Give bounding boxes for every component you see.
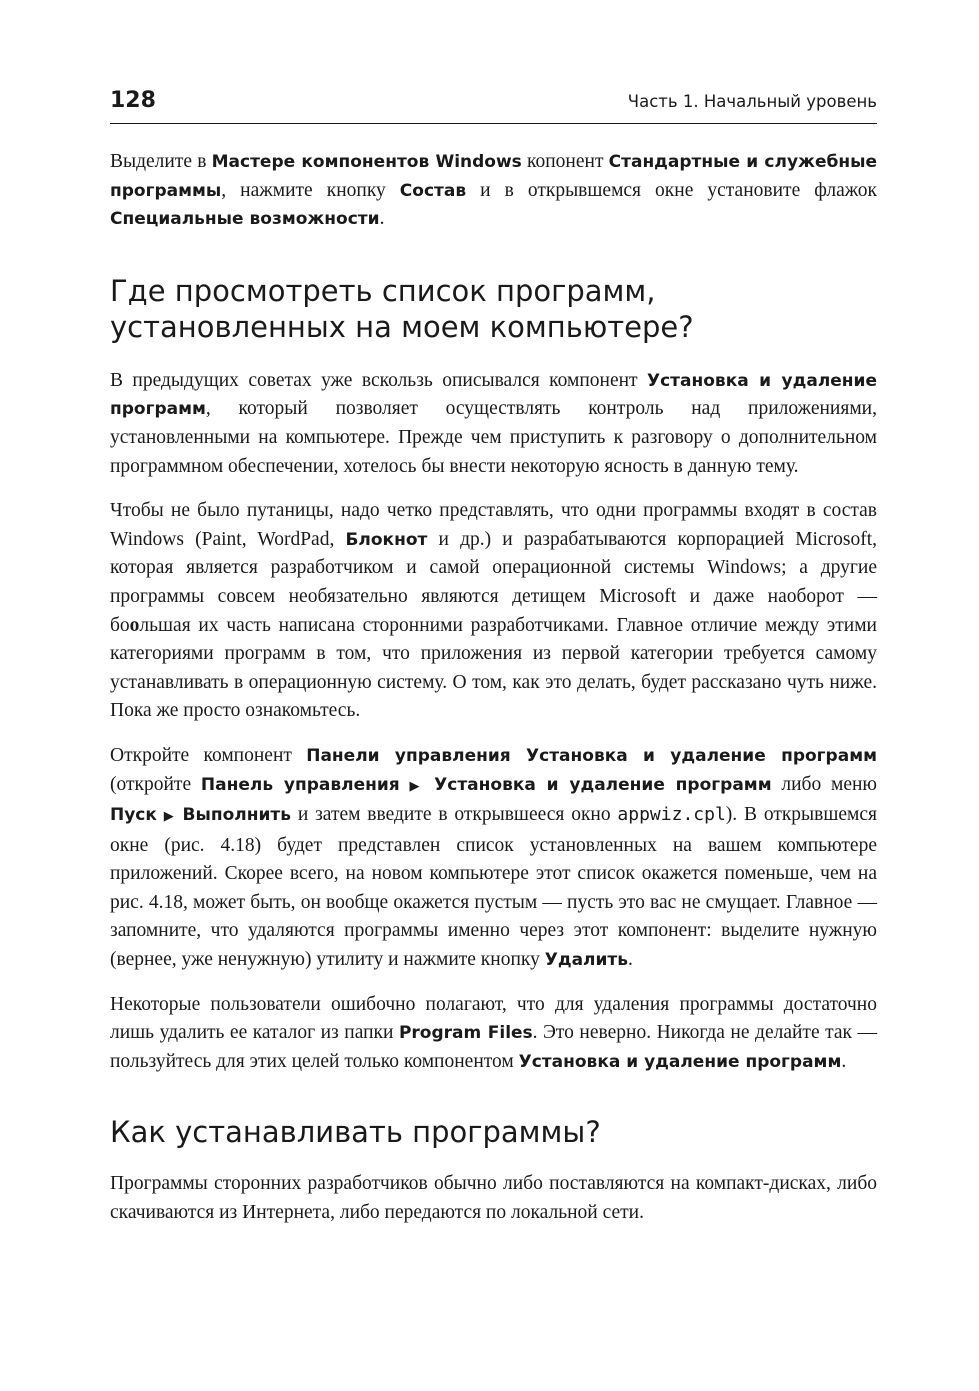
bold-term: Мастере компонентов Windows <box>211 152 522 172</box>
bold-term: Блокнот <box>345 529 428 550</box>
command-code: appwiz.cpl <box>617 804 726 826</box>
text-run: , нажмите кнопку <box>221 179 400 201</box>
text-run: и др.) и разрабатываются корпорацией Microsoft, которая является разработчиком и самой операционной системы Windows; а другие программы совсем необязательно являются детищем Microsoft и даже наоборот — бо <box>110 528 877 636</box>
bold-term: Удалить <box>544 950 629 971</box>
intro-paragraph <box>110 148 877 234</box>
body-paragraph <box>110 367 877 481</box>
body-paragraph <box>110 991 877 1077</box>
bold-term: Установка и удаление программ <box>518 1051 842 1072</box>
body-paragraph <box>110 497 877 726</box>
section-heading: Где просмотреть список программ, установленных на моем компьютере? <box>110 273 694 344</box>
running-title: Часть 1. Начальный уровень <box>627 92 877 111</box>
page-number: 128 <box>110 88 156 113</box>
text-run: Некоторые пользователи ошибочно полагают, что для удаления программы достаточно лишь удалить ее каталог из папки <box>110 993 877 1044</box>
text-run: ). В открывшемся окне (рис. 4.18) будет представлен список установленных на вашем компьютере приложений. Скорее всего, на новом компьютере этот список окажется поменьше, чем на рис. 4.18, может быть, он вообще окажется пустым — пусть это вас не смущает. Главное — запомните, что удаляются программы именно через этот компонент: выделите нужную (вернее, уже ненужную) утилиту и нажмите кнопку <box>110 804 878 971</box>
body-paragraph: Программы сторонних разработчиков обычно либо поставляются на компакт-дисках, либо скачиваются из Интернета, либо передаются по локальной сети. <box>110 1173 877 1224</box>
text-run: В предыдущих советах уже вскользь описывался компонент <box>110 369 647 391</box>
bold-term: Стандартные и служебные программы <box>110 152 877 201</box>
bold-term: Установка и удаление программ <box>434 774 772 795</box>
menu-arrow-icon: ▶ <box>409 778 425 794</box>
bold-term: Панель управления <box>200 774 400 795</box>
bold-term: Выполнить <box>182 805 292 826</box>
text-run: . Это неверно. Никогда не делайте так — пользуйтесь для этих целей только компонентом <box>110 1022 877 1072</box>
text-run: копонент <box>521 151 609 172</box>
text-run: . <box>628 949 633 971</box>
body-paragraph <box>110 742 877 975</box>
text-run: (откройте <box>110 773 201 795</box>
stressed-letter: о <box>129 614 140 636</box>
text-run: Откройте компонент <box>110 744 307 766</box>
bold-term: Специальные возможности <box>110 209 380 230</box>
text-run: Чтобы не было путаницы, надо четко представлять, что одни программы входят в состав Windows (Paint, WordPad, <box>110 500 877 550</box>
bold-term: Панели управления Установка и удаление программ <box>306 745 877 766</box>
book-page <box>110 88 877 1228</box>
menu-arrow-icon: ▶ <box>163 809 176 825</box>
running-head <box>110 88 877 124</box>
bold-term: Состав <box>399 180 467 201</box>
text-run: . <box>379 208 385 230</box>
text-run: льшая их часть написана сторонними разработчиками. Главное отличие между этими категориями программ в том, что приложения из первой категории требуется самому устанавливать в операционную систему. О том, как это делать, будет рассказано чуть ниже. Пока же просто ознакомьтесь. <box>110 614 877 722</box>
bold-term: Program Files <box>398 1023 533 1044</box>
text-run: либо меню <box>771 773 877 795</box>
text-run: и в открывшемся окне установите флажок <box>466 179 877 201</box>
text-run: . <box>841 1050 847 1072</box>
text-run: и затем введите в открывшееся окно <box>291 804 618 826</box>
text-run: , который позволяет осуществлять контроль над приложениями, установленными на компьютере. Прежде чем приступить к разговору о дополнительном программном обеспечении, хотелось бы внести некоторую ясность в данную тему. <box>110 398 877 477</box>
bold-term: Пуск <box>110 805 157 826</box>
text-run: Выделите в <box>110 151 212 172</box>
section-heading: Как устанавливать программы? <box>110 1115 601 1150</box>
bold-term: Установка и удаление программ <box>110 370 877 420</box>
